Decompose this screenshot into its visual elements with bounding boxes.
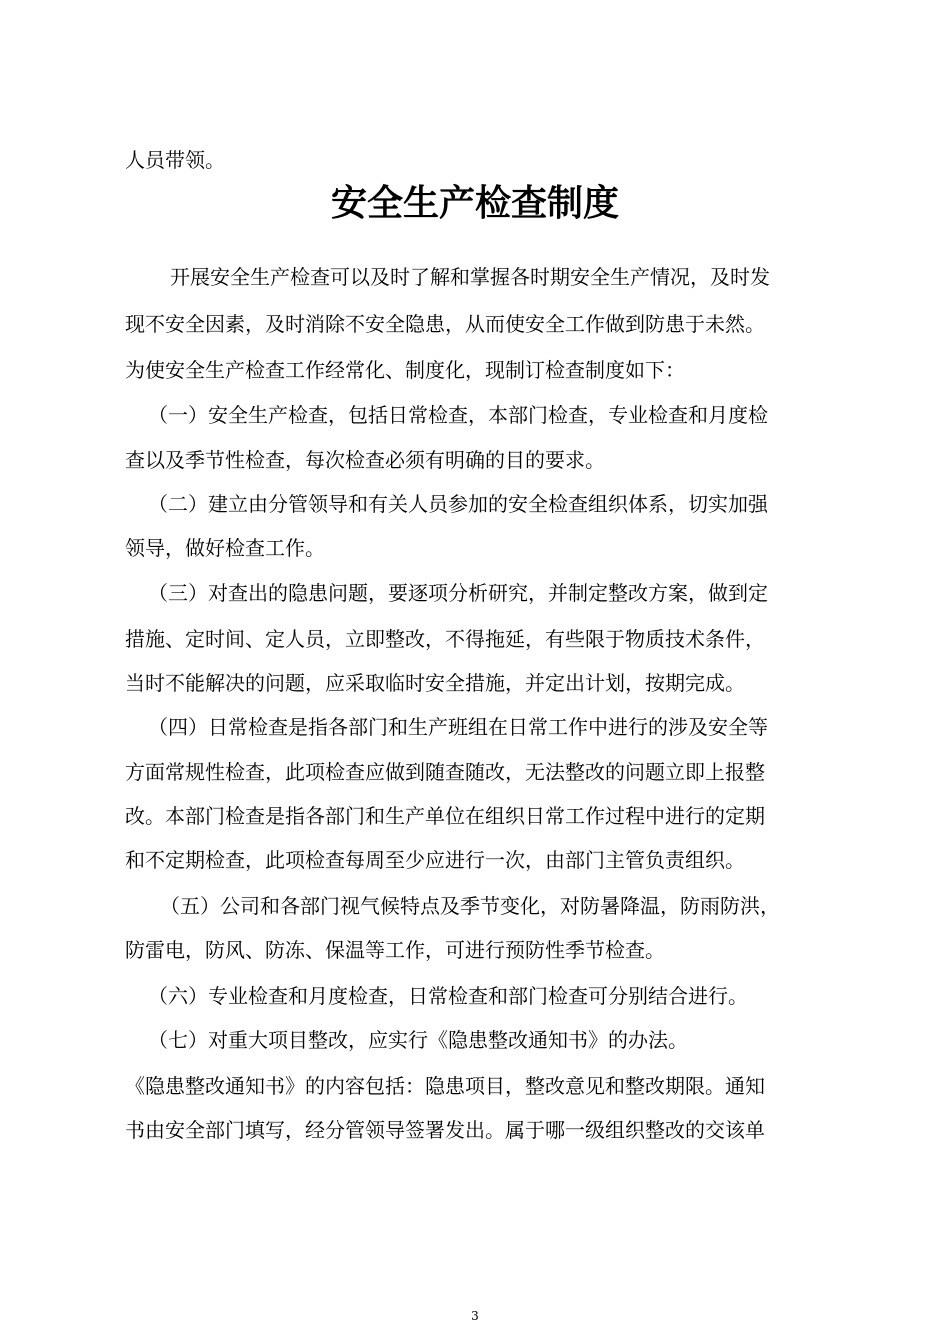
body-line: （二）建立由分管领导和有关人员参加的安全检查组织体系，切实加强 — [148, 492, 768, 516]
body-line: （一）安全生产检查，包括日常检查，本部门检查，专业检查和月度检 — [148, 403, 768, 427]
body-line: （七）对重大项目整改，应实行《隐患整改通知书》的办法。 — [148, 1028, 688, 1052]
body-line: 书由安全部门填写，经分管领导签署发出。属于哪一级组织整改的交该单 — [125, 1118, 765, 1142]
body-line: 开展安全生产检查可以及时了解和掌握各时期安全生产情况，及时发 — [170, 265, 770, 289]
body-line: 为使安全生产检查工作经常化、制度化，现制订检查制度如下： — [125, 358, 685, 382]
body-line: 《隐患整改通知书》的内容包括：隐患项目，整改意见和整改期限。通知 — [125, 1074, 765, 1098]
body-line: （三）对查出的隐患问题，要逐项分析研究，并制定整改方案，做到定 — [148, 581, 768, 605]
body-line: （五）公司和各部门视气候特点及季节变化，对防暑降温，防雨防洪， — [160, 894, 780, 918]
body-line: 现不安全因素，及时消除不安全隐患，从而使安全工作做到防患于未然。 — [125, 312, 765, 336]
body-line: 方面常规性检查，此项检查应做到随查随改，无法整改的问题立即上报整 — [125, 760, 765, 784]
body-line: 当时不能解决的问题，应采取临时安全措施，并定出计划，按期完成。 — [125, 671, 745, 695]
continuation-text: 人员带领。 — [125, 148, 225, 172]
page-number: 3 — [471, 1309, 479, 1323]
body-line: （四）日常检查是指各部门和生产班组在日常工作中进行的涉及安全等 — [148, 715, 768, 739]
body-line: 查以及季节性检查，每次检查必须有明确的目的要求。 — [125, 448, 605, 472]
body-line: 措施、定时间、定人员，立即整改，不得拖延，有些限于物质技术条件， — [125, 627, 765, 651]
body-line: 和不定期检查，此项检查每周至少应进行一次，由部门主管负责组织。 — [125, 848, 745, 872]
document-title: 安全生产检查制度 — [330, 183, 619, 224]
body-line: 防雷电，防风、防冻、保温等工作，可进行预防性季节检查。 — [125, 938, 665, 962]
body-line: 改。本部门检查是指各部门和生产单位在组织日常工作过程中进行的定期 — [125, 804, 765, 828]
body-line: 领导，做好检查工作。 — [125, 536, 325, 560]
body-line: （六）专业检查和月度检查，日常检查和部门检查可分别结合进行。 — [148, 984, 748, 1008]
